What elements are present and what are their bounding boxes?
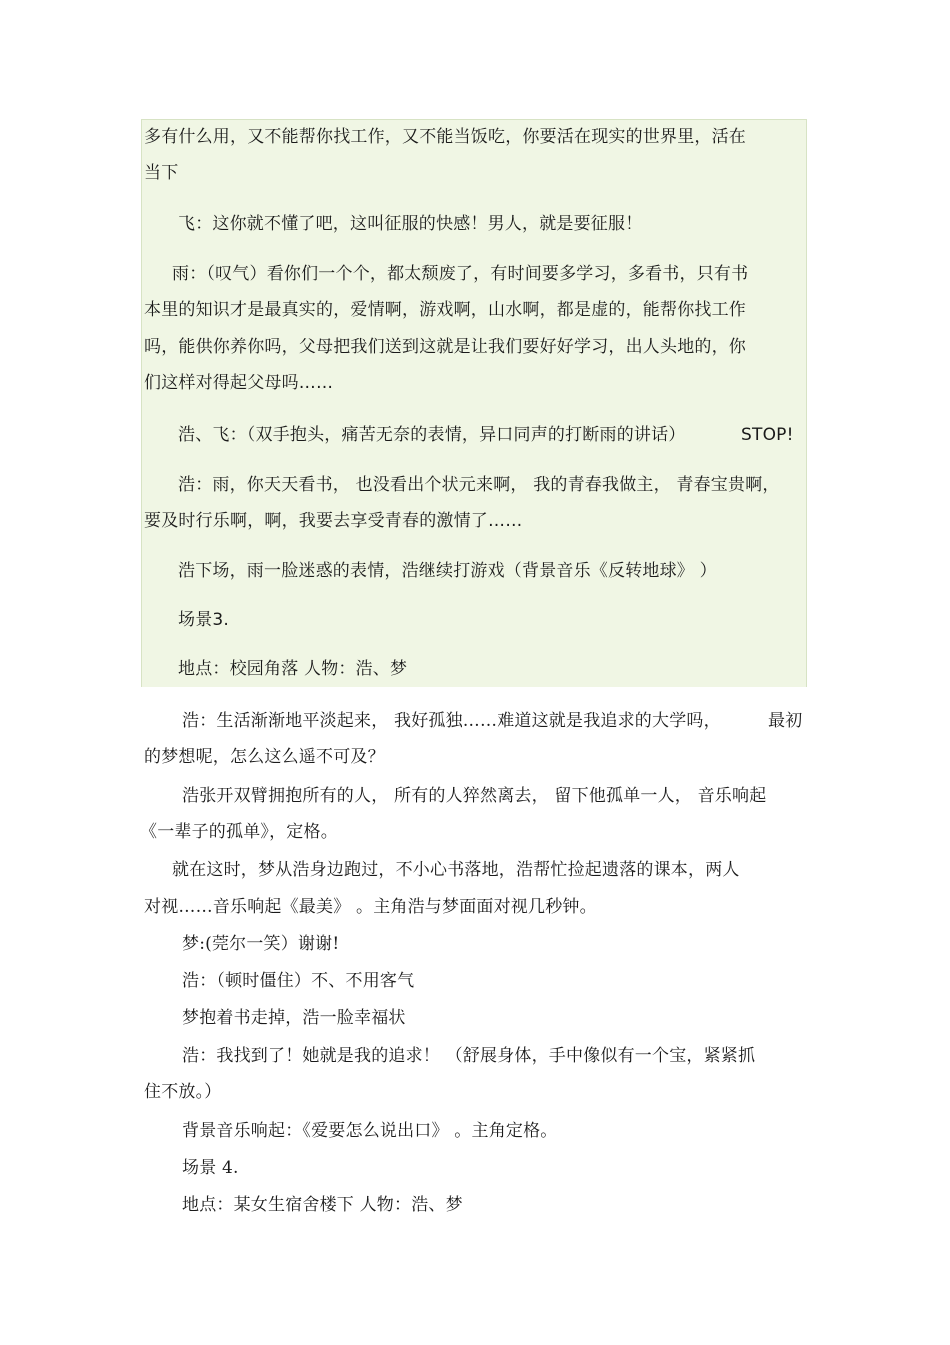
text-line: 浩：雨，你天天看书， 也没看出个状元来啊， 我的青春我做主， 青春宝贵啊， <box>178 475 780 495</box>
text-line: 要及时行乐啊，啊，我要去享受青春的激情了…… <box>144 511 523 531</box>
text-line: 雨：（叹气）看你们一个个，都太颓废了，有时间要多学习，多看书，只有书 <box>172 264 749 284</box>
text-line: 梦:(莞尔一笑）谢谢! <box>182 934 340 954</box>
text-line: 住不放。） <box>144 1082 222 1102</box>
text-line: 的梦想呢，怎么这么遥不可及？ <box>144 747 385 767</box>
highlighted-section <box>141 119 807 687</box>
text-line: 对视……音乐响起《最美》 。主角浩与梦面面对视几秒钟。 <box>144 897 597 917</box>
text-line: 浩：生活渐渐地平淡起来， 我好孤独……难道这就是我追求的大学吗， <box>182 711 721 731</box>
text-line: 多有什么用，又不能帮你找工作，又不能当饭吃，你要活在现实的世界里，活在 <box>144 127 746 147</box>
text-line: STOP! <box>741 425 794 445</box>
text-line: 浩、飞：（双手抱头，痛苦无奈的表情，异口同声的打断雨的讲话） <box>178 425 686 445</box>
text-line: 们这样对得起父母吗…… <box>144 373 334 393</box>
text-line: 场景3. <box>178 610 230 630</box>
text-line: 就在这时，梦从浩身边跑过，不小心书落地，浩帮忙捡起遗落的课本，两人 <box>172 860 740 880</box>
text-line: 场景 4. <box>182 1158 239 1178</box>
text-line: 《一辈子的孤单》，定格。 <box>140 822 338 842</box>
text-line: 地点：校园角落 人物：浩、梦 <box>178 659 408 679</box>
text-line: 飞：这你就不懂了吧，这叫征服的快感！男人，就是要征服！ <box>178 214 643 234</box>
text-line: 背景音乐响起：《爱要怎么说出口》 。主角定格。 <box>182 1121 558 1141</box>
text-line: 当下 <box>144 163 179 183</box>
text-line: 浩张开双臂拥抱所有的人， 所有的人猝然离去， 留下他孤单一人， 音乐响起 <box>182 786 767 806</box>
text-line: 梦抱着书走掉，浩一脸幸福状 <box>182 1008 406 1028</box>
text-line: 本里的知识才是最真实的，爱情啊，游戏啊，山水啊，都是虚的，能帮你找工作 <box>144 300 746 320</box>
text-line: 地点：某女生宿舍楼下 人物：浩、梦 <box>182 1195 463 1215</box>
text-line: 浩：我找到了！她就是我的追求！ （舒展身体，手中像似有一个宝，紧紧抓 <box>182 1046 756 1066</box>
text-line: 最初 <box>768 711 803 731</box>
text-line: 吗，能供你养你吗，父母把我们送到这就是让我们要好好学习，出人头地的，你 <box>144 337 746 357</box>
text-line: 浩：（顿时僵住）不、不用客气 <box>182 971 415 991</box>
text-line: 浩下场，雨一脸迷惑的表情，浩继续打游戏（背景音乐《反转地球》 ） <box>178 561 717 581</box>
